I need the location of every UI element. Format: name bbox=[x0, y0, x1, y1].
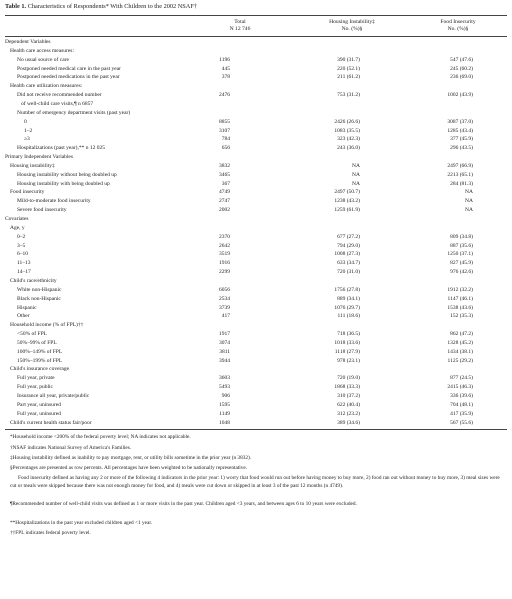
cell-housing-instability: NA bbox=[352, 162, 360, 169]
table-row bbox=[0, 410, 512, 419]
cell-food-insecurity: 417 (35.9) bbox=[450, 410, 473, 417]
cell-total: 2299 bbox=[219, 269, 230, 276]
cell-food-insecurity: 3087 (37.0) bbox=[447, 118, 473, 125]
row-label: 3–5 bbox=[17, 242, 26, 249]
row-label: Housing instability‡ bbox=[10, 162, 55, 169]
cell-food-insecurity: NA bbox=[465, 198, 473, 205]
table-row bbox=[0, 312, 512, 321]
cell-food-insecurity: 245 (60.2) bbox=[450, 65, 473, 72]
cell-total: 2642 bbox=[219, 242, 230, 249]
table-row bbox=[0, 109, 512, 118]
table-row bbox=[0, 135, 512, 144]
cell-total: 1048 bbox=[219, 419, 230, 426]
header-housing-instability bbox=[316, 19, 388, 33]
cell-total: 1916 bbox=[219, 260, 230, 267]
cell-food-insecurity: 704 (48.1) bbox=[450, 401, 473, 408]
row-label: 1–2 bbox=[24, 127, 33, 134]
cell-total: 906 bbox=[221, 393, 230, 399]
row-label: Did not receive recommended number bbox=[17, 92, 102, 99]
table-row bbox=[0, 65, 512, 74]
table-row bbox=[0, 250, 512, 259]
row-label: 6–10 bbox=[17, 251, 28, 258]
table-row bbox=[0, 82, 512, 91]
cell-total: 3944 bbox=[219, 357, 230, 364]
cell-food-insecurity: 1538 (43.6) bbox=[447, 304, 473, 311]
row-label: Other bbox=[17, 313, 30, 320]
cell-food-insecurity: 1002 (43.9) bbox=[447, 92, 473, 99]
cell-total: 3107 bbox=[219, 127, 230, 134]
cell-food-insecurity: 547 (47.6) bbox=[450, 56, 473, 63]
cell-housing-instability: 243 (36.0) bbox=[337, 145, 360, 152]
cell-food-insecurity: 236 (69.0) bbox=[450, 74, 473, 81]
cell-food-insecurity: 1147 (46.1) bbox=[447, 295, 473, 302]
header-total-label: Total bbox=[234, 19, 246, 25]
cell-total: 3832 bbox=[219, 162, 230, 169]
table-row bbox=[0, 348, 512, 357]
cell-total: 2370 bbox=[219, 233, 230, 240]
table-row bbox=[0, 73, 512, 82]
cell-total: 1595 bbox=[219, 401, 230, 408]
row-label: 100%–149% of FPL bbox=[17, 348, 63, 355]
cell-total: 3811 bbox=[219, 348, 230, 355]
table-row bbox=[0, 268, 512, 277]
cell-housing-instability: 1076 (29.7) bbox=[334, 304, 360, 311]
cell-food-insecurity: 152 (35.3) bbox=[450, 313, 473, 320]
row-label: Child's insurance coverage bbox=[10, 366, 70, 373]
cell-total: 3603 bbox=[219, 375, 230, 382]
table-row bbox=[0, 259, 512, 268]
row-label: Hispanic bbox=[17, 304, 37, 311]
cell-housing-instability: 111 (18.6) bbox=[337, 313, 360, 320]
table-row bbox=[0, 180, 512, 189]
cell-food-insecurity: 2497 (66.9) bbox=[447, 162, 473, 169]
row-label: Housing instability with being doubled up bbox=[17, 180, 110, 187]
row-label: Full year, private bbox=[17, 375, 55, 382]
table-row bbox=[0, 330, 512, 339]
cell-housing-instability: 889 (34.1) bbox=[337, 295, 360, 302]
cell-housing-instability: 718 (36.5) bbox=[337, 331, 360, 338]
row-label: Postponed needed medications in the past year bbox=[17, 74, 120, 81]
cell-food-insecurity: 377 (45.9) bbox=[450, 136, 473, 143]
row-label: Dependent Variables bbox=[5, 39, 51, 45]
row-label: Age, y bbox=[10, 224, 25, 231]
cell-total: 2002 bbox=[219, 207, 230, 214]
cell-total: 784 bbox=[221, 136, 230, 143]
table-row bbox=[0, 365, 512, 374]
cell-housing-instability: NA bbox=[352, 180, 360, 187]
row-label: 14–17 bbox=[17, 269, 31, 276]
cell-food-insecurity: NA bbox=[465, 207, 473, 214]
row-label: Full year, public bbox=[17, 384, 53, 391]
cell-housing-instability: 1868 (33.3) bbox=[334, 384, 360, 391]
cell-total: 5493 bbox=[219, 384, 230, 391]
table-row bbox=[0, 242, 512, 251]
cell-total: 2476 bbox=[219, 92, 230, 99]
header-food-insecurity bbox=[422, 19, 494, 33]
row-label: Covariates bbox=[5, 216, 29, 222]
table-row bbox=[0, 215, 512, 224]
cell-housing-instability: 633 (34.7) bbox=[337, 260, 360, 267]
footnote: Food insecurity defined as having any 2 or more of the following 4 indicators in the prior year: 1) worry that food would run out before having money to buy more, 2) food ran out without money to buy more, 3) meal sizes were cut or meals were skipped because there was not enough money for food, and 4) meals were cut down or skipped in at least 3 of the past 12 months (n 4749). bbox=[10, 475, 500, 490]
row-label-continuation: of well-child care visits,¶ n 6857 bbox=[21, 100, 94, 107]
header-n-total: N 12 746 bbox=[229, 26, 251, 32]
row-label: Mild-to-moderate food insecurity bbox=[17, 198, 91, 205]
table-row bbox=[0, 162, 512, 171]
cell-food-insecurity: 887 (35.6) bbox=[450, 242, 473, 249]
row-label: No usual source of care bbox=[17, 56, 69, 63]
cell-housing-instability: 1008 (27.3) bbox=[334, 251, 360, 258]
cell-food-insecurity: 1250 (37.1) bbox=[447, 251, 473, 258]
table-row bbox=[0, 401, 512, 410]
table-row bbox=[0, 383, 512, 392]
cell-housing-instability: 310 (37.2) bbox=[337, 393, 360, 399]
cell-food-insecurity: 1912 (32.2) bbox=[447, 286, 473, 293]
row-label: Child's race/ethnicity bbox=[10, 277, 57, 284]
cell-food-insecurity: 1125 (29.2) bbox=[447, 357, 473, 364]
cell-total: 2534 bbox=[219, 295, 230, 302]
header-rule bbox=[5, 36, 507, 37]
cell-food-insecurity: 862 (47.2) bbox=[450, 331, 473, 338]
row-label: Black non-Hispanic bbox=[17, 295, 61, 302]
table-row bbox=[0, 277, 512, 286]
table-row bbox=[0, 38, 512, 47]
cell-food-insecurity: 809 (34.8) bbox=[450, 233, 473, 240]
cell-food-insecurity: 567 (55.6) bbox=[450, 419, 473, 426]
cell-food-insecurity: 877 (24.5) bbox=[450, 375, 473, 382]
table-row bbox=[0, 304, 512, 313]
table-caption-label: Table 1. bbox=[5, 3, 27, 10]
footnote: ††FPL indicates federal poverty level. bbox=[10, 529, 91, 536]
cell-total: 3074 bbox=[219, 339, 230, 346]
table-row bbox=[0, 374, 512, 383]
table-row bbox=[0, 321, 512, 330]
table-row bbox=[0, 286, 512, 295]
cell-food-insecurity: 827 (45.9) bbox=[450, 260, 473, 267]
table-row bbox=[0, 127, 512, 136]
cell-total: 3519 bbox=[219, 251, 230, 258]
cell-food-insecurity: 2213 (65.1) bbox=[447, 171, 473, 178]
cell-total: 3739 bbox=[219, 304, 230, 311]
table-caption bbox=[5, 3, 197, 10]
cell-housing-instability: 720 (31.0) bbox=[337, 269, 360, 276]
row-label: Hospitalizations (past year),** n 12 025 bbox=[17, 145, 105, 152]
table-row bbox=[0, 171, 512, 180]
cell-total: 1917 bbox=[219, 331, 230, 338]
row-label: Health care utilization measures: bbox=[10, 83, 83, 90]
header-housing-label: Housing Instability‡ bbox=[329, 19, 375, 25]
cell-housing-instability: 312 (23.2) bbox=[337, 410, 360, 417]
cell-total: 4749 bbox=[219, 189, 230, 196]
bottom-rule bbox=[5, 429, 507, 430]
cell-housing-instability: 1238 (43.2) bbox=[334, 198, 360, 205]
row-label: White non-Hispanic bbox=[17, 286, 62, 293]
table-row bbox=[0, 153, 512, 162]
cell-housing-instability: 2497 (50.7) bbox=[334, 189, 360, 196]
row-label: Postponed needed medical care in the past year bbox=[17, 65, 122, 72]
cell-total: 8855 bbox=[219, 118, 230, 125]
table-row bbox=[0, 144, 512, 153]
cell-housing-instability: 753 (31.2) bbox=[337, 92, 360, 99]
row-label: Health care access measures: bbox=[10, 47, 74, 54]
cell-housing-instability: 1018 (33.6) bbox=[334, 339, 360, 346]
table-row bbox=[0, 224, 512, 233]
cell-housing-instability: 220 (52.1) bbox=[337, 65, 360, 72]
cell-housing-instability: 1118 (27.9) bbox=[334, 348, 360, 355]
cell-housing-instability: 390 (31.7) bbox=[337, 56, 360, 63]
row-label: Full year, uninsured bbox=[17, 410, 61, 417]
cell-food-insecurity: 1328 (45.2) bbox=[447, 339, 473, 346]
cell-food-insecurity: 2415 (46.3) bbox=[447, 384, 473, 391]
cell-housing-instability: 720 (19.0) bbox=[337, 375, 360, 382]
cell-total: 417 bbox=[221, 313, 230, 320]
table-row bbox=[0, 47, 512, 56]
row-label: 50%–99% of FPL bbox=[17, 339, 57, 346]
cell-housing-instability: 794 (29.0) bbox=[337, 242, 360, 249]
footnote: **Hospitalizations in the past year excluded children aged <1 year. bbox=[10, 519, 153, 526]
row-label: Primary Independent Variables bbox=[5, 154, 74, 161]
row-label: 11–13 bbox=[17, 260, 31, 267]
cell-housing-instability: 1259 (61.9) bbox=[334, 207, 360, 214]
cell-food-insecurity: 976 (42.6) bbox=[450, 269, 473, 276]
cell-food-insecurity: NA bbox=[465, 189, 473, 196]
table-row bbox=[0, 118, 512, 127]
row-label: Severe food insecurity bbox=[17, 207, 67, 214]
table-row bbox=[0, 295, 512, 304]
cell-housing-instability: 1756 (27.8) bbox=[334, 286, 360, 293]
cell-total: 1149 bbox=[219, 410, 230, 417]
header-food-sub: No. (%)§ bbox=[447, 26, 469, 32]
row-label: Child's current health status fair/poor bbox=[10, 419, 92, 426]
cell-total: 2747 bbox=[219, 198, 230, 205]
row-label: ≥3 bbox=[24, 136, 30, 143]
cell-housing-instability: 211 (61.2) bbox=[337, 74, 360, 81]
footnote: †NSAF indicates National Survey of America's Families. bbox=[10, 444, 132, 451]
header-food-label: Food Insecurity bbox=[440, 19, 476, 25]
row-label: 0–2 bbox=[17, 233, 26, 240]
cell-food-insecurity: 1434 (38.1) bbox=[447, 348, 473, 355]
row-label: Housing instability without being doubled up bbox=[17, 171, 117, 178]
cell-total: 1196 bbox=[219, 56, 230, 63]
cell-total: 3465 bbox=[219, 171, 230, 178]
cell-food-insecurity: 1285 (43.4) bbox=[447, 127, 473, 134]
header-total bbox=[210, 19, 270, 33]
footnote: *Household income <200% of the federal poverty level; NA indicates not applicable. bbox=[10, 434, 191, 441]
cell-housing-instability: 677 (27.2) bbox=[337, 233, 360, 240]
table-row bbox=[0, 419, 512, 428]
cell-total: 6056 bbox=[219, 286, 230, 293]
cell-food-insecurity: 336 (39.6) bbox=[450, 393, 473, 399]
cell-food-insecurity: 296 (43.5) bbox=[450, 145, 473, 152]
row-label: <50% of FPL bbox=[17, 331, 47, 338]
table-row bbox=[0, 91, 512, 107]
table-row bbox=[0, 188, 512, 197]
cell-food-insecurity: 284 (81.3) bbox=[450, 180, 473, 187]
cell-total: 445 bbox=[221, 65, 230, 72]
cell-total: 367 bbox=[221, 180, 230, 187]
top-rule bbox=[5, 15, 507, 16]
table-row bbox=[0, 197, 512, 206]
row-label: Part year, uninsured bbox=[17, 401, 61, 408]
header-housing-sub: No. (%)§ bbox=[341, 26, 363, 32]
row-label: Household income (% of FPL)†† bbox=[10, 322, 84, 329]
cell-housing-instability: 323 (42.3) bbox=[337, 136, 360, 143]
cell-housing-instability: 978 (23.1) bbox=[337, 357, 360, 364]
table-row bbox=[0, 392, 512, 401]
row-label: 150%–199% of FPL bbox=[17, 357, 63, 364]
table-row bbox=[0, 56, 512, 65]
row-label: 0 bbox=[24, 118, 27, 125]
table-row bbox=[0, 206, 512, 215]
cell-housing-instability: 622 (40.4) bbox=[337, 401, 360, 408]
table-row bbox=[0, 357, 512, 366]
row-label: Number of emergency department visits (past year) bbox=[17, 109, 131, 116]
footnote: ¶Recommended number of well-child visits was defined as 1 or more visits in the past year. Children aged <3 years, and between ages 6 to 10 years were excluded. bbox=[10, 501, 357, 508]
cell-total: 378 bbox=[221, 74, 230, 81]
footnote: §Percentages are presented as row percents. All percentages have been weighted to be nationally representative. bbox=[10, 465, 248, 471]
row-label: Food insecurity bbox=[10, 189, 45, 196]
table-caption-text: Characteristics of Respondents* With Children to the 2002 NSAF† bbox=[27, 3, 197, 10]
cell-housing-instability: 389 (34.6) bbox=[337, 419, 360, 426]
cell-housing-instability: 2426 (26.6) bbox=[334, 118, 360, 125]
cell-housing-instability: 1083 (35.5) bbox=[334, 127, 360, 134]
row-label: Insurance all year, private/public bbox=[17, 393, 90, 399]
table-row bbox=[0, 233, 512, 242]
table-row bbox=[0, 339, 512, 348]
footnote: ‡Housing instability defined as inability to pay mortgage, rent, or utility bills sometime in the prior year (n 3832). bbox=[10, 454, 252, 461]
cell-total: 656 bbox=[221, 145, 230, 152]
cell-housing-instability: NA bbox=[352, 171, 360, 178]
